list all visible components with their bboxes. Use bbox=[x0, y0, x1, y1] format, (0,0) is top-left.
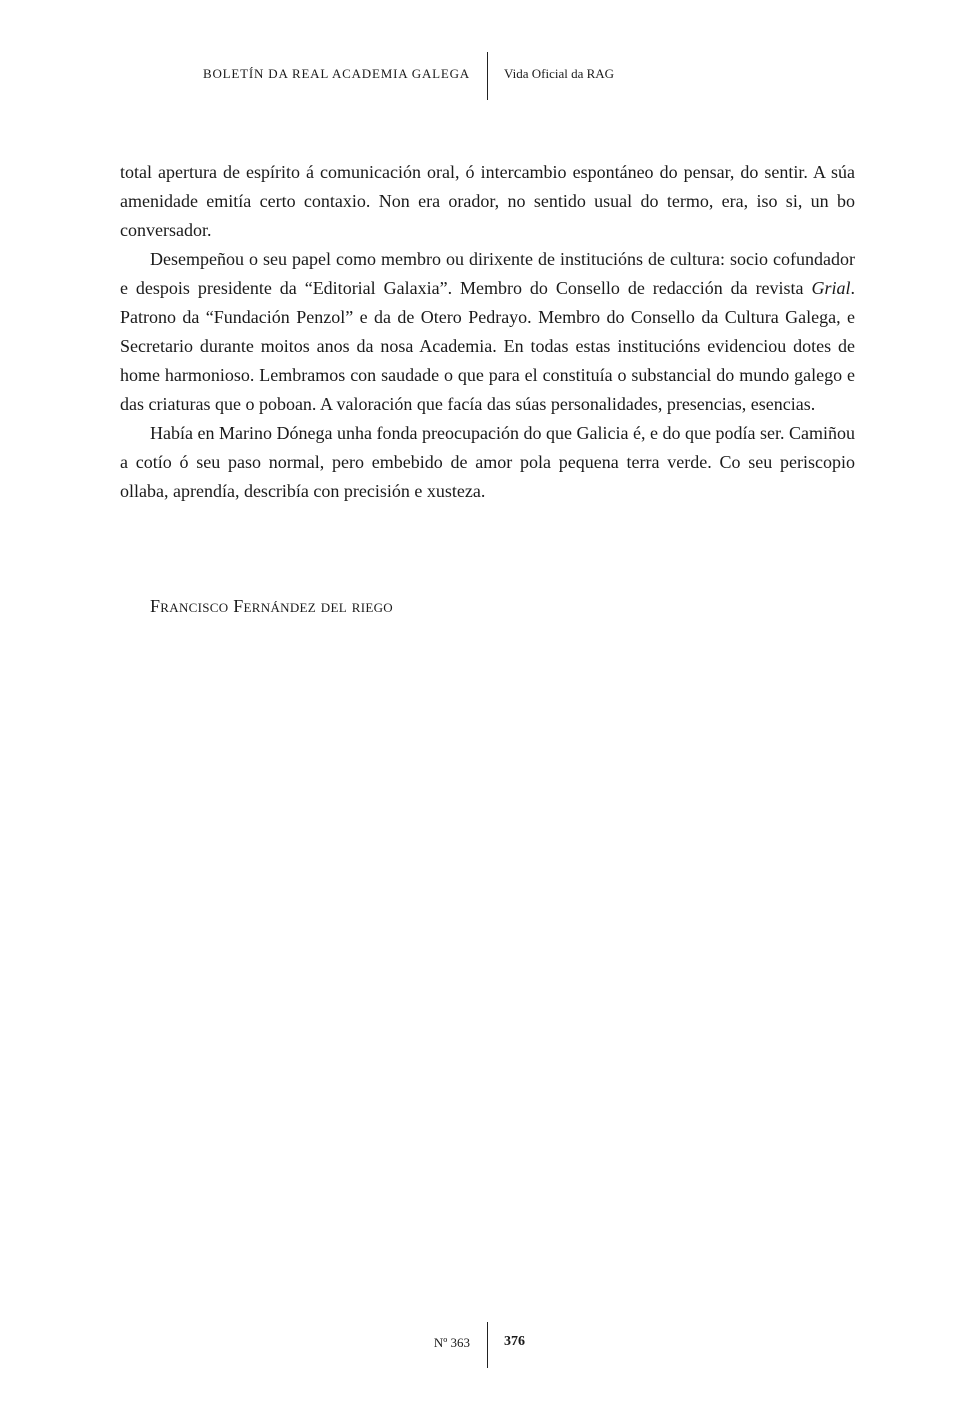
page-header bbox=[0, 52, 975, 100]
issue-number: Nº 363 bbox=[433, 1335, 470, 1350]
journal-title: BOLETÍN DA REAL ACADEMIA GALEGA bbox=[203, 66, 470, 81]
journal-name-grial: Grial bbox=[811, 278, 851, 298]
page-footer bbox=[0, 1322, 975, 1368]
paragraph-2-start: Desempeñou o seu papel como membro ou dirixente de institucións de cultura: socio cofundador e despois presidente da “Editorial Galaxia”. Membro do Consello de redacción da revista bbox=[120, 249, 855, 298]
section-title: Vida Oficial da RAG bbox=[504, 66, 615, 81]
article-body bbox=[120, 158, 855, 506]
page-number: 376 bbox=[504, 1334, 525, 1349]
paragraph-2-end: . Patrono da “Fundación Penzol” e da de Otero Pedrayo. Membro do Consello da Cultura Galega, e Secretario durante moitos anos da nosa Academia. En todas estas institucións evidenciou dotes de home harmonioso. Lembramos con saudade o que para el constituía o substancial do mundo galego e das criaturas que o poboan. A valoración que facía das súas personalidades, presencias, esencias. bbox=[120, 278, 855, 414]
paragraph-2 bbox=[120, 245, 855, 419]
footer-divider bbox=[487, 1322, 488, 1368]
author-signature: Francisco Fernández del riego bbox=[150, 596, 393, 616]
header-divider bbox=[487, 52, 488, 100]
paragraph-3: Había en Marino Dónega unha fonda preocupación do que Galicia é, e do que podía ser. Camiñou a cotío ó seu paso normal, pero embebido de amor pola pequena terra verde. Co seu periscopio ollaba, aprendía, describía con precisión e xusteza. bbox=[120, 423, 855, 501]
paragraph-1: total apertura de espírito á comunicación oral, ó intercambio espontáneo do pensar, do sentir. A súa amenidade emitía certo contaxio. Non era orador, no sentido usual do termo, era, iso si, un bo conversador. bbox=[120, 162, 855, 240]
